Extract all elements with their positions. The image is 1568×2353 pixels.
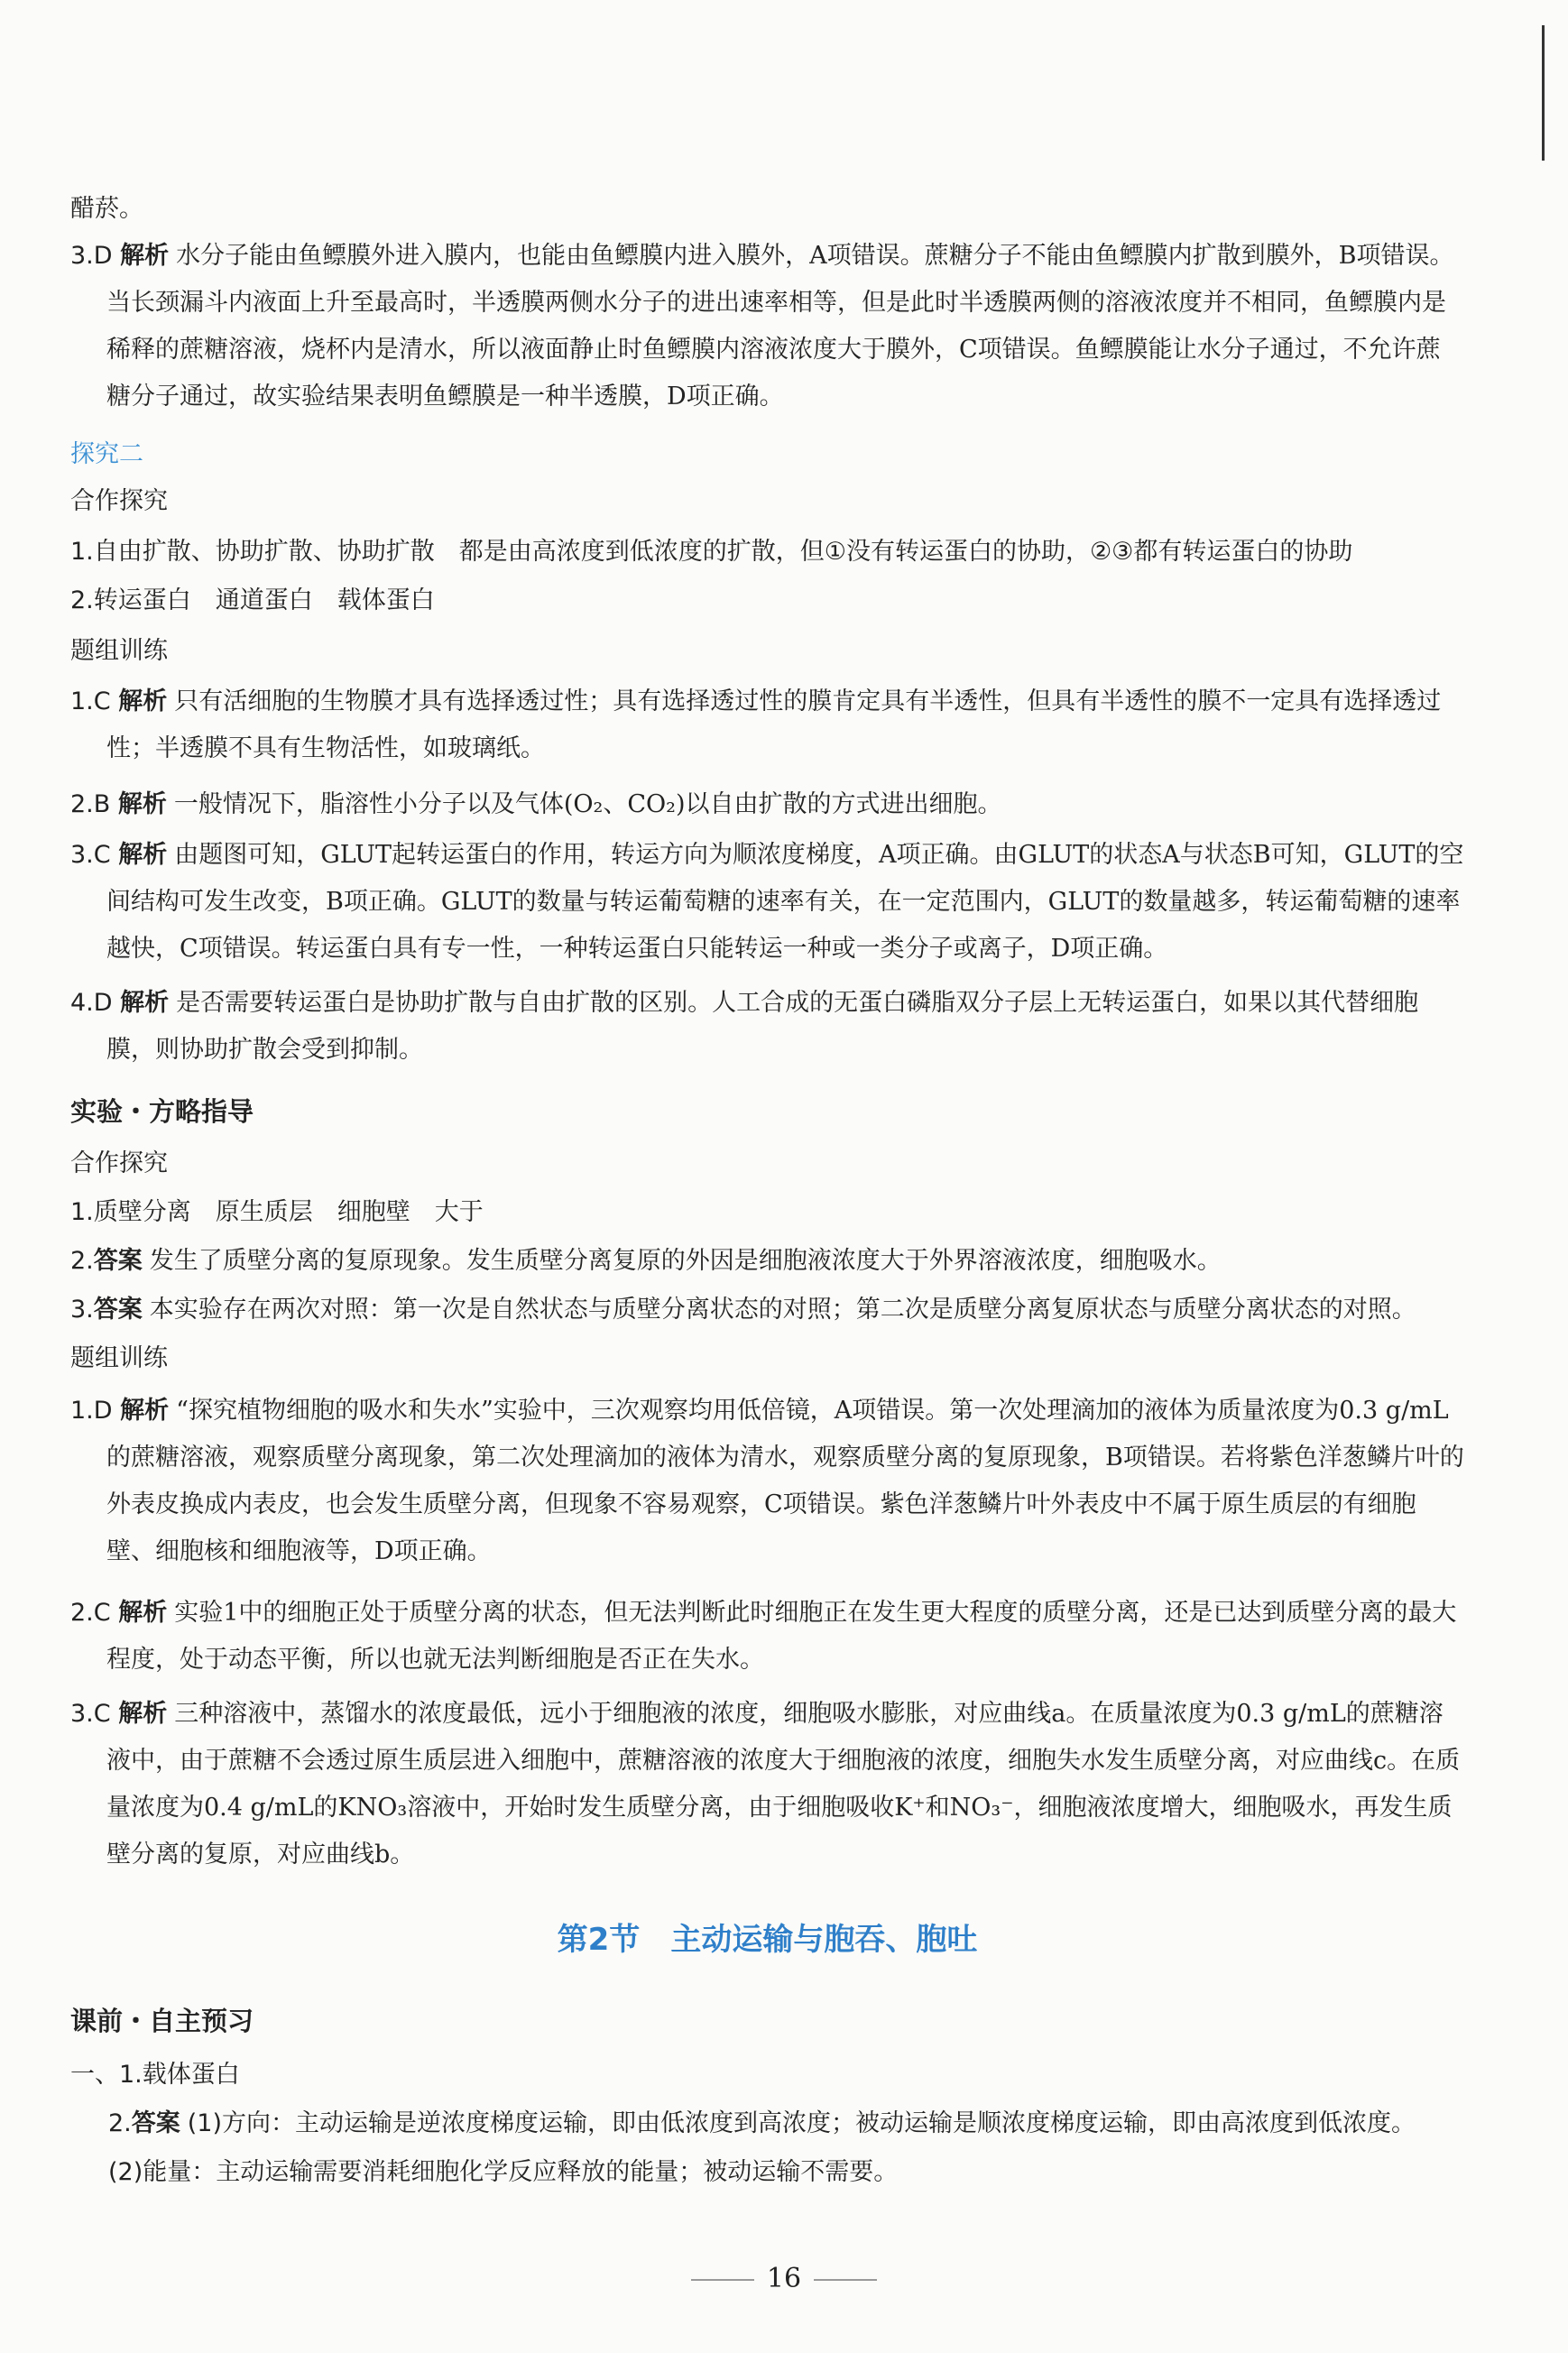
- footer-dash-left: [691, 2279, 754, 2281]
- answer-label: 答案: [93, 1296, 143, 1324]
- item-number: 2.: [108, 2109, 132, 2137]
- analysis-label: 解析: [117, 790, 167, 818]
- answer-item: [70, 1287, 1464, 1333]
- answer-item: [70, 1388, 1464, 1575]
- item-number: 1.C: [70, 687, 111, 715]
- analysis-text: 三种溶液中，蒸馏水的浓度最低，远小于细胞液的浓度，细胞吸水膨胀，对应曲线a。在质量浓度为0.3 g/mL的蔗糖溶液中，由于蔗糖不会透过原生质层进入细胞中，蔗糖溶液的浓度大于细胞液的浓度，细胞失水发生质壁分离，对应曲线c。在质量浓度为0.4 g/mL的KNO₃溶液中，开始时发生质壁分离，由于细胞吸收K⁺和NO₃⁻，细胞液浓度增大，细胞吸水，再发生质壁分离的复原，对应曲线b。: [106, 1700, 1461, 1869]
- subheading: 题组训练: [70, 637, 168, 665]
- analysis-label: 解析: [120, 242, 170, 270]
- text-line: 2.转运蛋白 通道蛋白 载体蛋白: [70, 586, 435, 614]
- item-number: 3.D: [70, 242, 113, 270]
- answer-item: [70, 233, 1464, 420]
- text-line: 1.自由扩散、协助扩散、协助扩散 都是由高浓度到低浓度的扩散，但①没有转运蛋白的协助，②③都有转运蛋白的协助: [70, 538, 1353, 566]
- text-line: 1.质壁分离 原生质层 细胞壁 大于: [70, 1198, 484, 1226]
- analysis-text: 水分子能由鱼鳔膜外进入膜内，也能由鱼鳔膜内进入膜外，A项错误。蔗糖分子不能由鱼鳔膜内扩散到膜外，B项错误。当长颈漏斗内液面上升至最高时，半透膜两侧水分子的进出速率相等，但是此时半透膜两侧的溶液浓度并不相同，鱼鳔膜内是稀释的蔗糖溶液，烧杯内是清水，所以液面静止时鱼鳔膜内溶液浓度大于膜外，C项错误。鱼鳔膜能让水分子通过，不允许蔗糖分子通过，故实验结果表明鱼鳔膜是一种半透膜，D项正确。: [106, 242, 1454, 411]
- page-number: 16: [766, 2263, 802, 2294]
- analysis-text: 实验1中的细胞正处于质壁分离的状态，但无法判断此时细胞正在发生更大程度的质壁分离，还是已达到质壁分离的最大程度，处于动态平衡，所以也就无法判断细胞是否正在失水。: [106, 1599, 1457, 1674]
- analysis-text: 是否需要转运蛋白是协助扩散与自由扩散的区别。人工合成的无蛋白磷脂双分子层上无转运蛋白，如果以其代替细胞膜，则协助扩散会受到抑制。: [106, 989, 1419, 1064]
- item-number: 1.D: [70, 1397, 113, 1425]
- section-title: 第2节 主动运输与胞吞、胞吐: [557, 1922, 978, 1958]
- answer-label: 答案: [131, 2109, 180, 2137]
- analysis-text: “探究植物细胞的吸水和失水”实验中，三次观察均用低倍镜，A项错误。第一次处理滴加的液体为质量浓度为0.3 g/mL的蔗糖溶液，观察质壁分离现象，第二次处理滴加的液体为清水，观察质壁分离的复原现象，B项错误。若将紫色洋葱鳞片叶的外表皮换成内表皮，也会发生质壁分离，但现象不容易观察，C项错误。紫色洋葱鳞片叶外表皮中不属于原生质层的有细胞壁、细胞核和细胞液等，D项正确。: [106, 1397, 1464, 1565]
- section-heading: 实验・方略指导: [70, 1096, 254, 1127]
- answer-text: 本实验存在两次对照：第一次是自然状态与质壁分离状态的对照；第二次是质壁分离复原状态与质壁分离状态的对照。: [149, 1296, 1416, 1324]
- page-edge-line: [1542, 25, 1545, 161]
- answer-text: 发生了质壁分离的复原现象。发生质壁分离复原的外因是细胞液浓度大于外界溶液浓度，细胞吸水。: [149, 1247, 1222, 1275]
- subheading: 合作探究: [70, 487, 168, 515]
- answer-label: 答案: [93, 1247, 143, 1275]
- subsection-label: 探究二: [70, 440, 143, 468]
- answer-item: [70, 781, 1464, 828]
- answer-item: [70, 1238, 1464, 1285]
- answer-item: [70, 980, 1464, 1074]
- subheading: 合作探究: [70, 1149, 168, 1177]
- analysis-label: 解析: [120, 1397, 170, 1425]
- answer-item: [70, 1590, 1464, 1684]
- item-number: 3.C: [70, 1700, 111, 1728]
- text-line: 一、1.载体蛋白: [70, 2061, 240, 2089]
- answer-item: [70, 2100, 1502, 2147]
- answer-item: [70, 1691, 1464, 1878]
- analysis-text: 由题图可知，GLUT起转运蛋白的作用，转运方向为顺浓度梯度，A项正确。由GLUT的状态A与状态B可知，GLUT的空间结构可发生改变，B项正确。GLUT的数量与转运葡萄糖的速率有关，在一定范围内，GLUT的数量越多，转运葡萄糖的速率越快，C项错误。转运蛋白具有专一性，一种转运蛋白只能转运一种或一类分子或离子，D项正确。: [106, 841, 1464, 963]
- item-number: 3.: [70, 1296, 94, 1324]
- analysis-label: 解析: [118, 841, 168, 869]
- answer-item: [70, 832, 1464, 973]
- item-number: 3.C: [70, 841, 111, 869]
- item-number: 2.: [70, 1247, 94, 1275]
- analysis-label: 解析: [118, 1599, 168, 1627]
- analysis-text: 一般情况下，脂溶性小分子以及气体(O₂、CO₂)以自由扩散的方式进出细胞。: [173, 790, 1002, 818]
- page-footer: [0, 2263, 1568, 2294]
- item-number: 2.C: [70, 1599, 111, 1627]
- item-number: 4.D: [70, 989, 113, 1017]
- analysis-label: 解析: [118, 1700, 168, 1728]
- text: 醋菸。: [70, 195, 143, 223]
- analysis-text: 只有活细胞的生物膜才具有选择透过性；具有选择透过性的膜肯定具有半透性，但具有半透性的膜不一定具有选择透过性；半透膜不具有生物活性，如玻璃纸。: [106, 687, 1442, 762]
- subheading: 题组训练: [70, 1344, 168, 1372]
- analysis-label: 解析: [118, 687, 168, 715]
- analysis-label: 解析: [120, 989, 170, 1017]
- answer-item: [70, 678, 1464, 772]
- item-number: 2.B: [70, 790, 111, 818]
- section-heading: 课前・自主预习: [70, 2006, 254, 2036]
- text-line: [70, 186, 1464, 233]
- text-line: (2)能量：主动运输需要消耗细胞化学反应释放的能量；被动运输不需要。: [108, 2158, 899, 2186]
- answer-text: (1)方向：主动运输是逆浓度梯度运输，即由低浓度到高浓度；被动运输是顺浓度梯度运输，即由高浓度到低浓度。: [187, 2109, 1416, 2137]
- footer-dash-right: [814, 2279, 877, 2281]
